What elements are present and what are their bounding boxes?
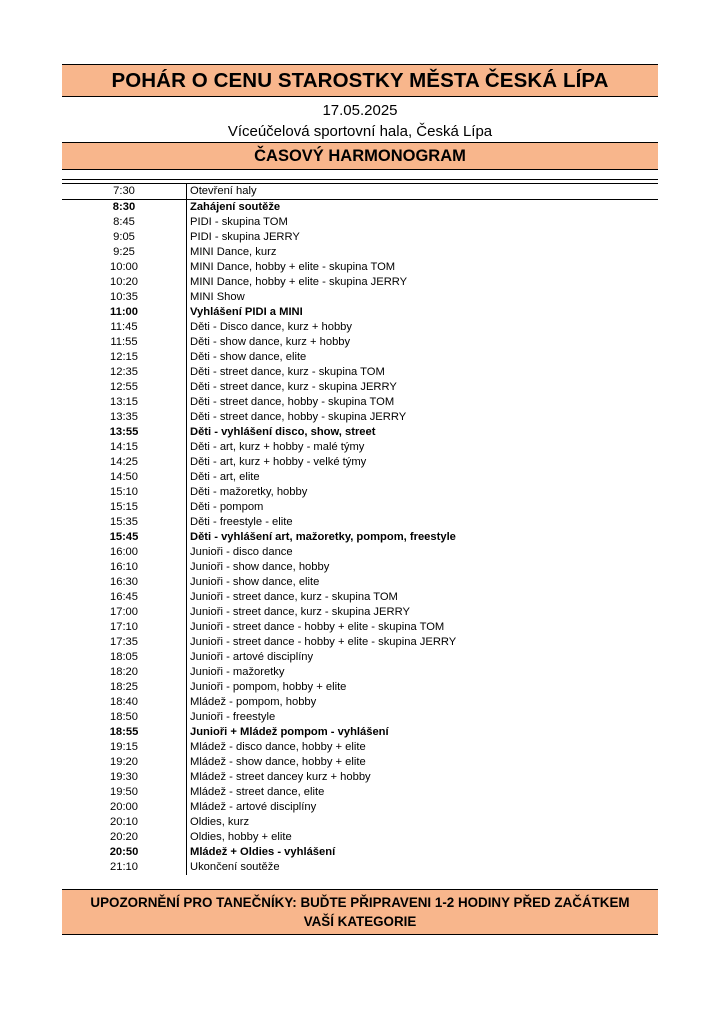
schedule-time: 18:20 (62, 665, 187, 680)
table-row (62, 500, 658, 515)
table-row (62, 815, 658, 830)
schedule-activity: Děti - street dance, kurz - skupina TOM (190, 366, 385, 378)
section-title: ČASOVÝ HARMONOGRAM (62, 142, 658, 170)
schedule-activity: Junioři - pompom, hobby + elite (190, 681, 347, 693)
table-row (62, 215, 658, 230)
table-row (62, 470, 658, 485)
notice-line-2: VAŠÍ KATEGORIE (303, 914, 417, 929)
table-row (62, 230, 658, 245)
document-header (62, 64, 658, 170)
schedule-activity: Mládež - street dancey kurz + hobby (190, 771, 371, 783)
schedule-time: 15:35 (62, 515, 187, 530)
table-row (62, 710, 658, 725)
schedule-time: 12:15 (62, 350, 187, 365)
schedule-activity: Junioři - freestyle (190, 711, 276, 723)
schedule-time: 17:10 (62, 620, 187, 635)
schedule-time: 20:10 (62, 815, 187, 830)
schedule-activity: PIDI - skupina TOM (190, 216, 288, 228)
table-row (62, 650, 658, 665)
schedule-activity: Junioři - artové disciplíny (190, 651, 314, 663)
schedule-time: 8:45 (62, 215, 187, 230)
schedule-activity: MINI Dance, hobby + elite - skupina JERRY (190, 276, 408, 288)
schedule-activity: Děti - pompom (190, 501, 264, 513)
schedule-time: 20:00 (62, 800, 187, 815)
table-row (62, 680, 658, 695)
schedule-activity: Junioři + Mládež pompom - vyhlášení (190, 726, 389, 738)
schedule-time: 11:45 (62, 320, 187, 335)
table-row (62, 530, 658, 545)
table-row (62, 290, 658, 305)
schedule-activity: Děti - art, elite (190, 471, 260, 483)
table-row (62, 845, 658, 860)
schedule-activity: Junioři - street dance - hobby + elite - skupina TOM (190, 621, 445, 633)
table-row (62, 245, 658, 260)
schedule-time: 9:25 (62, 245, 187, 260)
schedule-time: 16:45 (62, 590, 187, 605)
table-row (62, 740, 658, 755)
schedule-activity: Junioři - disco dance (190, 546, 293, 558)
schedule-activity: Děti - vyhlášení disco, show, street (190, 426, 376, 438)
table-row (62, 365, 658, 380)
table-row (62, 665, 658, 680)
schedule-time: 16:10 (62, 560, 187, 575)
table-row (62, 184, 658, 200)
schedule-time: 12:55 (62, 380, 187, 395)
table-row (62, 575, 658, 590)
schedule-time: 8:30 (62, 200, 187, 216)
schedule-time: 18:40 (62, 695, 187, 710)
schedule-activity: Oldies, kurz (190, 816, 250, 828)
schedule-activity: Děti - art, kurz + hobby - malé týmy (190, 441, 365, 453)
schedule-time: 18:05 (62, 650, 187, 665)
table-row (62, 380, 658, 395)
table-row (62, 410, 658, 425)
event-date: 17.05.2025 (322, 102, 398, 119)
schedule-time: 14:25 (62, 455, 187, 470)
schedule-time: 19:20 (62, 755, 187, 770)
schedule-activity: Otevření haly (187, 184, 659, 200)
schedule-activity: Vyhlášení PIDI a MINI (190, 306, 303, 318)
schedule-time: 21:10 (62, 860, 187, 875)
schedule-activity: Junioři - show dance, hobby (190, 561, 330, 573)
table-row (62, 260, 658, 275)
schedule-table (62, 179, 658, 875)
schedule-time: 13:55 (62, 425, 187, 440)
schedule-time: 15:10 (62, 485, 187, 500)
schedule-time: 20:50 (62, 845, 187, 860)
schedule-time: 17:35 (62, 635, 187, 650)
table-row (62, 695, 658, 710)
schedule-activity: Ukončení soutěže (190, 861, 280, 873)
schedule-time: 18:50 (62, 710, 187, 725)
schedule-activity: Děti - vyhlášení art, mažoretky, pompom, freestyle (190, 531, 456, 543)
page-title: POHÁR O CENU STAROSTKY MĚSTA ČESKÁ LÍPA (62, 64, 658, 97)
schedule-activity: Oldies, hobby + elite (190, 831, 292, 843)
schedule-activity: Junioři - show dance, elite (190, 576, 320, 588)
table-row (62, 305, 658, 320)
table-row (62, 440, 658, 455)
schedule-time: 19:15 (62, 740, 187, 755)
schedule-time: 10:20 (62, 275, 187, 290)
schedule-time: 11:00 (62, 305, 187, 320)
schedule-activity: Mládež - disco dance, hobby + elite (190, 741, 366, 753)
schedule-time: 18:25 (62, 680, 187, 695)
schedule-time: 12:35 (62, 365, 187, 380)
schedule-time: 16:30 (62, 575, 187, 590)
schedule-time: 10:35 (62, 290, 187, 305)
table-row (62, 200, 658, 216)
schedule-activity: MINI Dance, hobby + elite - skupina TOM (190, 261, 396, 273)
schedule-activity: MINI Dance, kurz (190, 246, 277, 258)
table-row (62, 515, 658, 530)
schedule-activity: PIDI - skupina JERRY (190, 231, 300, 243)
table-row (62, 545, 658, 560)
schedule-time: 14:15 (62, 440, 187, 455)
dancer-notice (62, 889, 658, 935)
event-venue: Víceúčelová sportovní hala, Česká Lípa (227, 123, 493, 140)
schedule-activity: Děti - mažoretky, hobby (190, 486, 308, 498)
schedule-activity: Junioři - street dance - hobby + elite - skupina JERRY (190, 636, 457, 648)
table-row (62, 485, 658, 500)
schedule-activity: Zahájení soutěže (190, 201, 281, 213)
schedule-activity: Mládež - artové disciplíny (190, 801, 317, 813)
schedule-time: 13:15 (62, 395, 187, 410)
schedule-time: 19:30 (62, 770, 187, 785)
schedule-time: 9:05 (62, 230, 187, 245)
schedule-activity: Mládež - street dance, elite (190, 786, 325, 798)
table-row (62, 800, 658, 815)
schedule-time: 14:50 (62, 470, 187, 485)
table-row (62, 635, 658, 650)
table-row (62, 785, 658, 800)
table-row (62, 725, 658, 740)
table-row (62, 350, 658, 365)
schedule-time: 19:50 (62, 785, 187, 800)
table-row (62, 275, 658, 290)
schedule-activity: MINI Show (190, 291, 245, 303)
table-row (62, 425, 658, 440)
schedule-time: 13:35 (62, 410, 187, 425)
schedule-activity: Mládež - show dance, hobby + elite (190, 756, 366, 768)
schedule-activity: Mládež - pompom, hobby (190, 696, 317, 708)
schedule-activity: Mládež + Oldies - vyhlášení (190, 846, 336, 858)
table-row (62, 560, 658, 575)
schedule-activity: Děti - street dance, hobby - skupina JERRY (190, 411, 407, 423)
schedule-time: 7:30 (62, 184, 187, 200)
schedule-activity: Děti - street dance, kurz - skupina JERRY (190, 381, 397, 393)
schedule-time: 15:45 (62, 530, 187, 545)
notice-line-1: UPOZORNĚNÍ PRO TANEČNÍKY: BUĎTE PŘIPRAVENI 1-2 HODINY PŘED ZAČÁTKEM (90, 895, 630, 910)
schedule-time: 10:00 (62, 260, 187, 275)
schedule-activity: Děti - show dance, kurz + hobby (190, 336, 351, 348)
schedule-activity: Děti - street dance, hobby - skupina TOM (190, 396, 395, 408)
schedule-time: 15:15 (62, 500, 187, 515)
schedule-activity: Junioři - mažoretky (190, 666, 285, 678)
table-row (62, 395, 658, 410)
table-row (62, 455, 658, 470)
table-row (62, 605, 658, 620)
schedule-activity: Děti - art, kurz + hobby - velké týmy (190, 456, 367, 468)
schedule-time: 17:00 (62, 605, 187, 620)
table-row (62, 755, 658, 770)
schedule-time: 11:55 (62, 335, 187, 350)
schedule-activity: Děti - freestyle - elite (190, 516, 293, 528)
table-row (62, 830, 658, 845)
schedule-activity: Junioři - street dance, kurz - skupina JERRY (190, 606, 410, 618)
schedule-activity: Děti - Disco dance, kurz + hobby (190, 321, 352, 333)
schedule-time: 16:00 (62, 545, 187, 560)
table-row (62, 620, 658, 635)
table-row (62, 320, 658, 335)
schedule-activity: Junioři - street dance, kurz - skupina TOM (190, 591, 398, 603)
table-row (62, 590, 658, 605)
schedule-body (62, 184, 658, 875)
schedule-time: 20:20 (62, 830, 187, 845)
table-row (62, 335, 658, 350)
table-row (62, 860, 658, 875)
table-row (62, 770, 658, 785)
schedule-activity: Děti - show dance, elite (190, 351, 307, 363)
schedule-time: 18:55 (62, 725, 187, 740)
